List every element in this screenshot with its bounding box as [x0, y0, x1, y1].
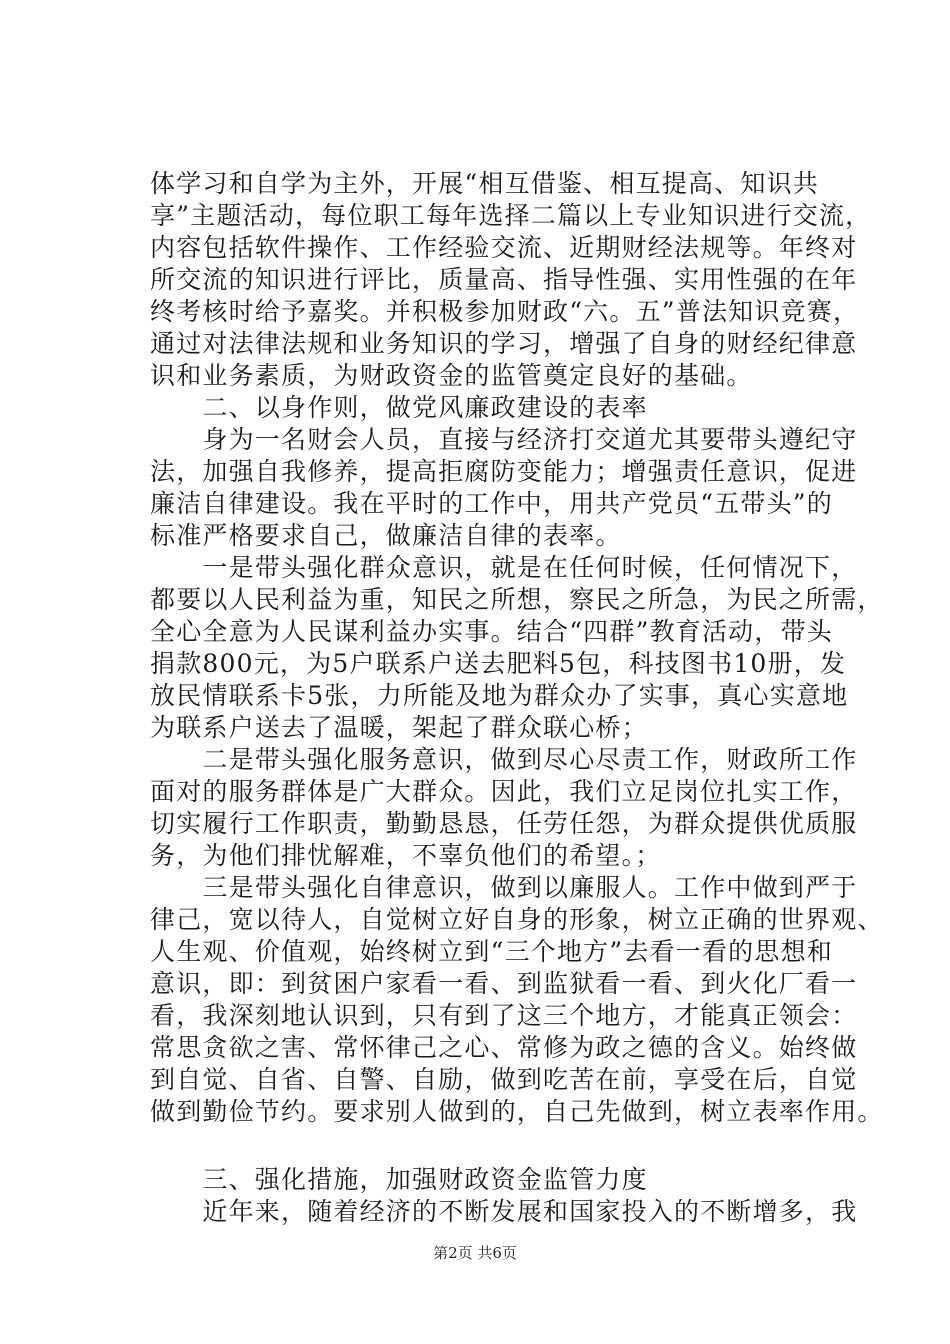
body-line: 通过对法律法规和业务知识的学习，增强了自身的财经纪律意	[150, 329, 858, 358]
page-number-footer: 第2页 共6页	[433, 1244, 517, 1262]
body-line: 标准严格要求自己，做廉洁自律的表率。	[150, 521, 622, 550]
body-line: 捐款800元，为5户联系户送去肥料5包，科技图书10册，发	[150, 649, 847, 678]
body-line: 律己，宽以待人，自觉树立好自身的形象，树立正确的世界观、	[150, 905, 884, 934]
body-line: 内容包括软件操作、工作经验交流、近期财经法规等。年终对	[150, 233, 858, 262]
body-line: 近年来，随着经济的不断发展和国家投入的不断增多，我	[150, 1197, 858, 1226]
body-line: 人生观、价值观，始终树立到“三个地方”去看一看的思想和	[150, 937, 833, 966]
body-line: 放民情联系卡5张，力所能及地为群众办了实事，真心实意地	[150, 681, 849, 710]
body-line: 到自觉、自省、自警、自励，做到吃苦在前，享受在后，自觉	[150, 1065, 858, 1094]
body-line: 身为一名财会人员，直接与经济打交道尤其要带头遵纪守	[150, 425, 858, 454]
body-line: 全心全意为人民谋利益办实事。结合“四群”教育活动，带头	[150, 617, 833, 646]
paragraph-gap	[150, 1128, 860, 1164]
section-heading-2: 二、以身作则，做党风廉政建设的表率	[150, 393, 648, 422]
body-line: 意识，即：到贫困户家看一看、到监狱看一看、到火化厂看一	[150, 969, 858, 998]
body-line: 廉洁自律建设。我在平时的工作中，用共产党员“五带头”的	[150, 489, 833, 518]
body-line: 法，加强自我修养，提高拒腐防变能力；增强责任意识，促进	[150, 457, 858, 486]
body-line: 为联系户送去了温暖，架起了群众联心桥；	[150, 713, 648, 742]
body-line: 识和业务素质，为财政资金的监管奠定良好的基础。	[150, 361, 753, 390]
section-heading-3: 三、强化措施，加强财政资金监管力度	[150, 1165, 648, 1194]
body-line: 常思贪欲之害、常怀律己之心、常修为政之德的含义。始终做	[150, 1033, 858, 1062]
body-line: 二是带头强化服务意识，做到尽心尽责工作，财政所工作	[150, 745, 858, 774]
body-line: 都要以人民利益为重，知民之所想，察民之所急，为民之所需，	[150, 585, 884, 614]
body-line: 一是带头强化群众意识，就是在任何时候，任何情况下，	[150, 553, 858, 582]
body-line: 务，为他们排忧解难，不辜负他们的希望。；	[150, 841, 662, 870]
body-line: 看，我深刻地认识到，只有到了这三个地方，才能真正领会：	[150, 1001, 858, 1030]
body-line: 终考核时给予嘉奖。并积极参加财政“六。五”普法知识竞赛，	[150, 297, 860, 326]
body-line: 做到勤俭节约。要求别人做到的，自己先做到，树立表率作用。	[150, 1097, 884, 1126]
body-line: 三是带头强化自律意识，做到以廉服人。工作中做到严于	[150, 873, 858, 902]
body-line: 所交流的知识进行评比，质量高、指导性强、实用性强的在年	[150, 265, 858, 294]
document-body	[150, 168, 884, 1228]
body-line: 体学习和自学为主外，开展“相互借鉴、相互提高、知识共	[150, 169, 819, 198]
body-line: 享”主题活动，每位职工每年选择二篇以上专业知识进行交流，	[150, 201, 872, 230]
body-line: 切实履行工作职责，勤勤恳恳，任劳任怨，为群众提供优质服	[150, 809, 858, 838]
body-line: 面对的服务群体是广大群众。因此，我们立足岗位扎实工作，	[150, 777, 858, 806]
